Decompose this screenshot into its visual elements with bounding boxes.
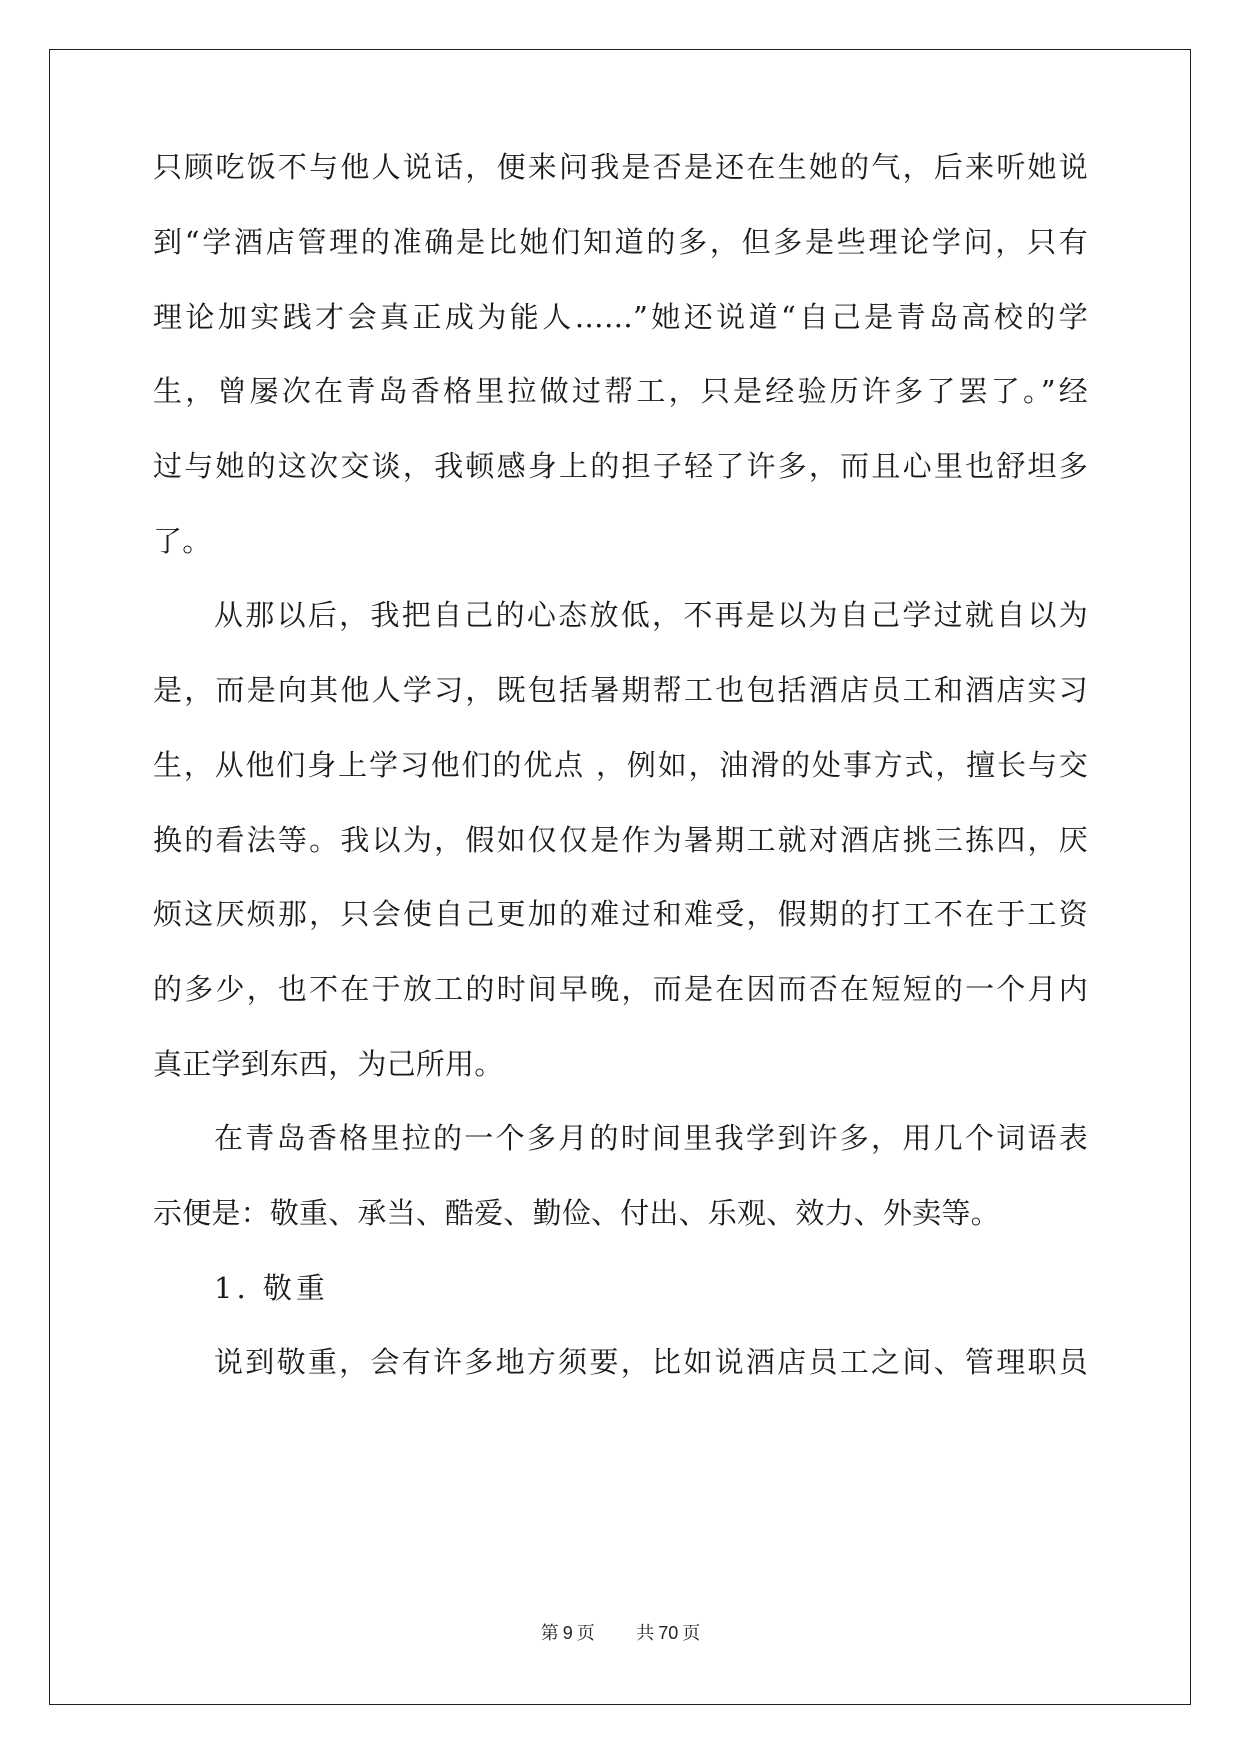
paragraph-start-line: 说到敬重，会有许多地方须要，比如说酒店员工之间、管理职员	[214, 1345, 1088, 1379]
text-line: 了。	[153, 524, 212, 558]
text-line: 生，从他们身上学习他们的优点 ，例如，油滑的处事方式，擅长与交	[153, 748, 1088, 782]
total-page-count: 70	[658, 1623, 679, 1643]
text-line: 示便是：敬重、承当、酷爱、勤俭、付出、乐观、效力、外卖等。	[153, 1196, 1000, 1230]
section-heading: 1. 敬重	[214, 1271, 329, 1305]
text-line: 生，曾屡次在青岛香格里拉做过帮工，只是经验历许多了罢了。”经	[153, 374, 1088, 408]
text-line: 理论加实践才会真正成为能人……”她还说道“自己是青岛高校的学	[153, 300, 1088, 334]
text-line: 只顾吃饭不与他人说话，便来问我是否是还在生她的气，后来听她说	[153, 150, 1088, 184]
current-page-number: 9	[562, 1623, 573, 1643]
text-line: 到“学酒店管理的准确是比她们知道的多，但多是些理论学问，只有	[153, 225, 1088, 259]
text-line: 的多少，也不在于放工的时间早晚，而是在因而否在短短的一个月内	[153, 972, 1088, 1006]
paragraph-start-line: 在青岛香格里拉的一个多月的时间里我学到许多，用几个词语表	[214, 1121, 1088, 1155]
text-line: 过与她的这次交谈，我顿感身上的担子轻了许多，而且心里也舒坦多	[153, 449, 1088, 483]
text-line: 烦这厌烦那，只会使自己更加的难过和难受，假期的打工不在于工资	[153, 897, 1088, 931]
text-line: 是，而是向其他人学习，既包括暑期帮工也包括酒店员工和酒店实习	[153, 673, 1088, 707]
text-line: 换的看法等。我以为，假如仅仅是作为暑期工就对酒店挑三拣四，厌	[153, 823, 1088, 857]
page-footer	[0, 1621, 1241, 1646]
text-line: 真正学到东西，为己所用。	[153, 1047, 504, 1081]
total-pages-label: 共 70 页	[636, 1623, 701, 1644]
paragraph-start-line: 从那以后，我把自己的心态放低，不再是以为自己学过就自以为	[214, 598, 1088, 632]
page-number-label: 第 9 页	[540, 1623, 595, 1644]
